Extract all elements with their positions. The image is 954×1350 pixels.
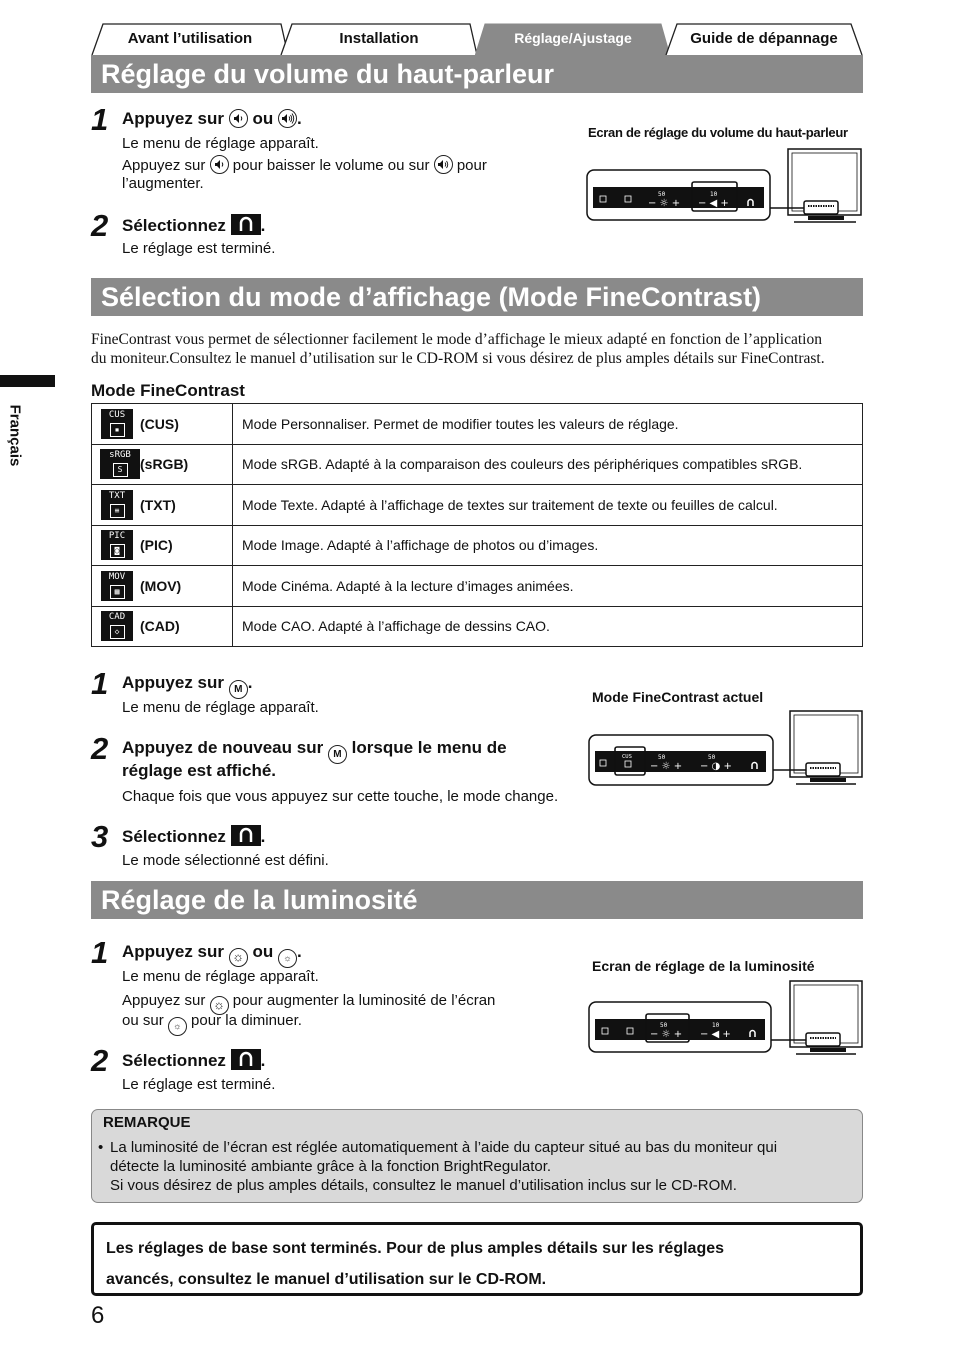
remark-box	[91, 1109, 863, 1203]
svg-text:10: 10	[710, 191, 718, 198]
sun-small-icon: ☼	[168, 1017, 187, 1036]
language-label-vertical	[6, 395, 46, 485]
table-row: MOV ▦ (MOV) Mode Cinéma. Adapté à la lecture d’images animées.	[92, 566, 863, 607]
nav-tabs	[91, 22, 863, 56]
svg-text:− ☼ +: − ☼ +	[648, 198, 681, 209]
svg-text:− ☼ +: − ☼ +	[650, 761, 683, 772]
speaker-low-icon	[229, 109, 248, 128]
mode-pic-icon: PIC ◙	[101, 530, 133, 560]
enter-icon	[231, 214, 261, 235]
table-row: CUS ▪ (CUS) Mode Personnaliser. Permet de modifier toutes les valeurs de réglage.	[92, 404, 863, 445]
svg-text:10: 10	[712, 1022, 720, 1029]
remark-title: REMARQUE	[103, 1114, 191, 1131]
step-title: Appuyez sur ☼ ou ☼ .	[122, 942, 302, 968]
step-text: Chaque fois que vous appuyez sur cette touche, le mode change.	[122, 788, 559, 805]
table-row: PIC ◙ (PIC) Mode Image. Adapté à l’affichage de photos ou d’images.	[92, 525, 863, 566]
step-text: Le menu de réglage apparaît.	[122, 699, 319, 716]
svg-text:− ☼ +: − ☼ +	[650, 1029, 683, 1040]
step-title: Appuyez sur ou .	[122, 109, 302, 128]
step-text: Appuyez sur pour baisser le volume ou sur pour	[122, 157, 487, 174]
mode-description: Mode Personnaliser. Permet de modifier toutes les valeurs de réglage.	[233, 404, 863, 445]
final-note-box: Les réglages de base sont terminés. Pour de plus amples détails sur les réglages avancés, consultez le manuel d’utilisation sur le CD-ROM.	[91, 1222, 863, 1296]
mode-cad-icon: CAD ◇	[101, 611, 133, 641]
enter-icon	[231, 825, 261, 846]
step-number: 3	[91, 819, 109, 854]
step-title: Sélectionnez .	[122, 216, 266, 235]
svg-text:50: 50	[660, 1022, 668, 1029]
table-title: Mode FineContrast	[91, 381, 245, 400]
step-number: 2	[91, 731, 109, 766]
sun-large-icon: ☼	[229, 948, 248, 967]
step-text: l’augmenter.	[122, 175, 204, 192]
enter-icon	[231, 1049, 261, 1070]
monitor-figure-finecontrast	[588, 708, 864, 788]
bullet: •	[98, 1139, 104, 1156]
mode-description: Mode CAO. Adapté à l’affichage de dessins CAO.	[233, 606, 863, 647]
svg-text:− ◀ +: − ◀ +	[698, 198, 729, 209]
section-title-finecontrast: Sélection du mode d’affichage (Mode FineContrast)	[91, 278, 863, 316]
monitor-figure-volume	[586, 146, 864, 226]
section-title-volume: Réglage du volume du haut-parleur	[91, 55, 863, 93]
sun-large-icon: ☼	[210, 996, 229, 1015]
figure-caption: Mode FineContrast actuel	[592, 689, 764, 705]
svg-text:CUS: CUS	[622, 754, 632, 760]
step-title: Sélectionnez .	[122, 1051, 266, 1070]
step-number: 1	[91, 666, 109, 701]
mode-description: Mode sRGB. Adapté à la comparaison des couleurs des périphériques compatibles sRGB.	[233, 444, 863, 485]
page-number: 6	[91, 1302, 105, 1329]
tab-reglage-ajustage[interactable]: Réglage/Ajustage	[475, 22, 671, 54]
figure-caption: Ecran de réglage de la luminosité	[592, 958, 815, 974]
mode-description: Mode Texte. Adapté à l’affichage de textes sur traitement de texte ou feuilles de calcul.	[233, 485, 863, 526]
step-text: Le réglage est terminé.	[122, 1076, 276, 1093]
sun-small-icon: ☼	[278, 949, 297, 968]
mode-m-icon: M	[328, 745, 347, 764]
mode-cus-icon: CUS ▪	[101, 409, 133, 439]
step-text: Le menu de réglage apparaît.	[122, 135, 319, 152]
speaker-low-icon	[210, 155, 229, 174]
monitor-figure-brightness	[588, 978, 864, 1058]
svg-text:− ◀ +: − ◀ +	[700, 1029, 731, 1040]
svg-text:50: 50	[708, 754, 716, 761]
mode-txt-icon: TXT ≡	[101, 490, 133, 520]
step-text: Le mode sélectionné est défini.	[122, 852, 329, 869]
step-text: Le réglage est terminé.	[122, 240, 276, 257]
step-number: 2	[91, 208, 109, 243]
language-marker-bar	[0, 375, 55, 387]
step-title: Sélectionnez .	[122, 827, 266, 846]
language-label: Français	[6, 404, 24, 467]
step-text: Le menu de réglage apparaît.	[122, 968, 319, 985]
step-text: Appuyez sur ☼ pour augmenter la luminosité de l’écran	[122, 991, 495, 1015]
mode-description: Mode Cinéma. Adapté à la lecture d’images animées.	[233, 566, 863, 607]
speaker-high-icon	[278, 109, 297, 128]
tab-guide-depannage[interactable]: Guide de dépannage	[665, 22, 863, 54]
svg-text:− ◑ +: − ◑ +	[700, 761, 732, 772]
table-row: TXT ≡ (TXT) Mode Texte. Adapté à l’affichage de textes sur traitement de texte ou feuilles de calcul.	[92, 485, 863, 526]
mode-m-icon: M	[229, 680, 248, 699]
remark-text: La luminosité de l’écran est réglée automatiquement à l’aide du capteur situé au bas du moniteur qui détecte la luminosité ambiante grâce à la fonction BrightRegulator. Si vous désirez de plus amples détails, consultez le manuel d’utilisation inclus sur le CD-ROM.	[110, 1139, 778, 1194]
intro-text: FineContrast vous permet de sélectionner facilement le mode d’affichage le mieux adapté en fonction de l’application	[91, 331, 822, 348]
mode-description: Mode Image. Adapté à l’affichage de photos ou d’images.	[233, 525, 863, 566]
intro-text: du moniteur.Consultez le manuel d’utilisation sur le CD-ROM si vous désirez de plus amples détails sur FineContrast.	[91, 350, 825, 367]
step-text: ou sur ☼ pour la diminuer.	[122, 1011, 302, 1036]
step-title: réglage est affiché.	[122, 761, 277, 780]
step-title: Appuyez de nouveau sur M lorsque le menu de	[122, 738, 507, 764]
tab-installation[interactable]: Installation	[280, 22, 478, 54]
step-number: 1	[91, 102, 109, 137]
table-row: sRGB S (sRGB) Mode sRGB. Adapté à la comparaison des couleurs des périphériques compatibles sRGB.	[92, 444, 863, 485]
section-title-brightness: Réglage de la luminosité	[91, 881, 863, 919]
step-title: Appuyez sur M .	[122, 673, 253, 699]
svg-text:50: 50	[658, 191, 666, 198]
mode-srgb-icon: sRGB S	[100, 449, 140, 479]
step-number: 1	[91, 935, 109, 970]
table-row: CAD ◇ (CAD) Mode CAO. Adapté à l’affichage de dessins CAO.	[92, 606, 863, 647]
figure-caption: Ecran de réglage du volume du haut-parleur	[588, 125, 848, 140]
step-number: 2	[91, 1043, 109, 1078]
tab-avant-utilisation[interactable]: Avant l’utilisation	[91, 22, 289, 54]
mode-mov-icon: MOV ▦	[101, 571, 133, 601]
mode-table	[91, 403, 863, 647]
svg-text:50: 50	[658, 754, 666, 761]
speaker-high-icon	[434, 155, 453, 174]
